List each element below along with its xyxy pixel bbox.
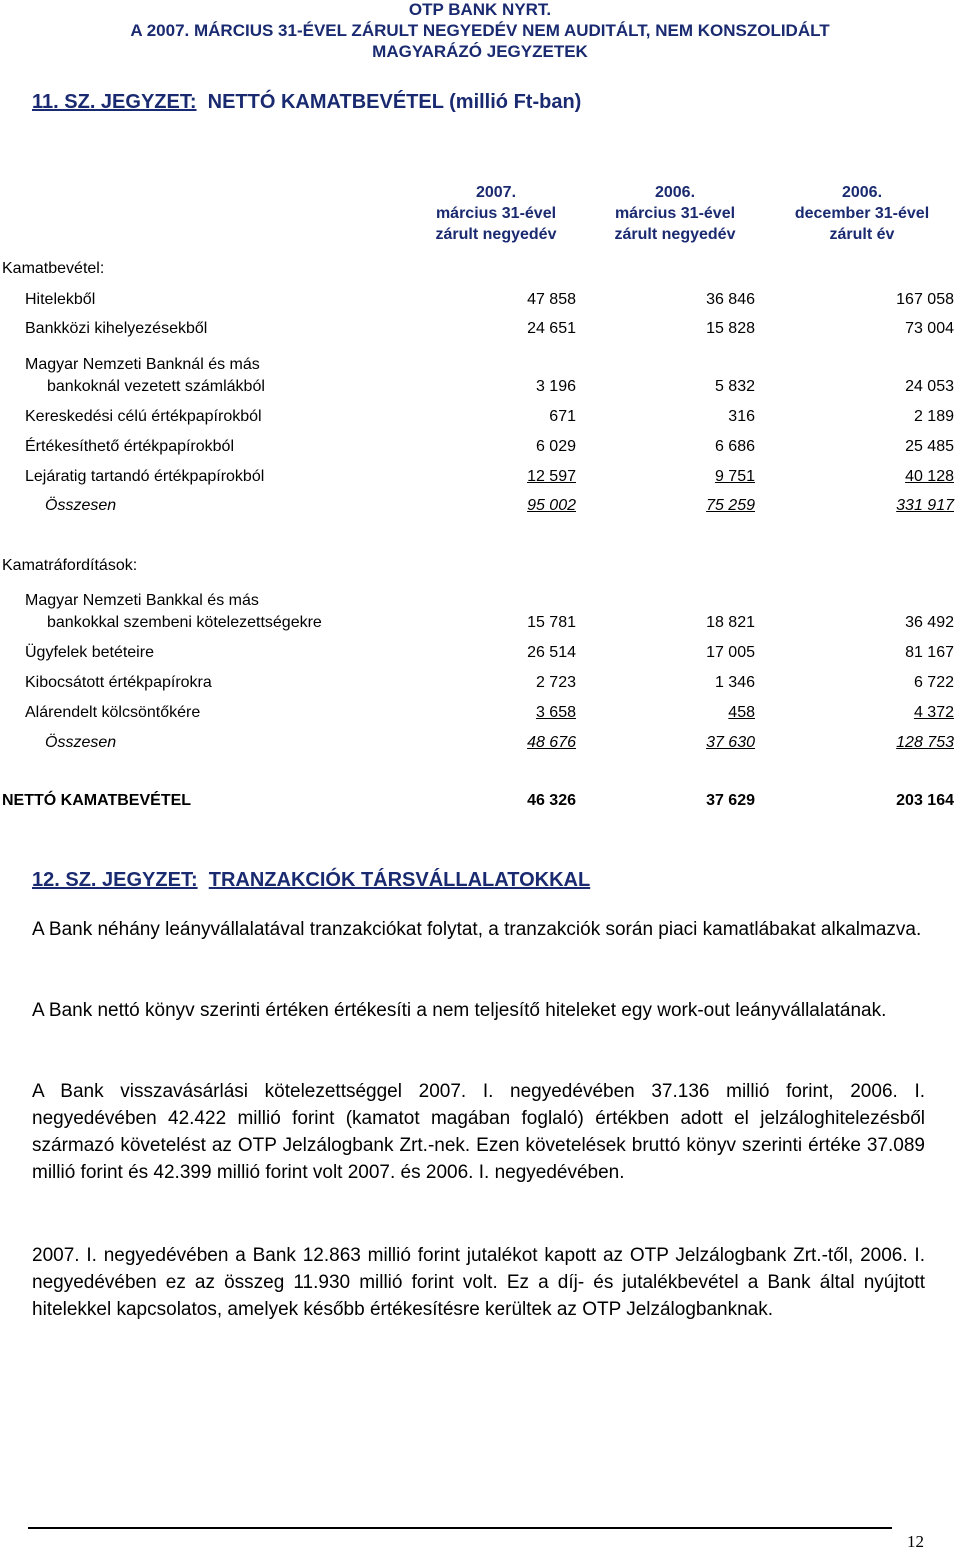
- income-total-value: 75 259: [706, 497, 755, 514]
- expense-row-value: 2 723: [535, 674, 576, 691]
- income-row-value: 24 053: [905, 378, 954, 395]
- income-row-value: 9 751: [714, 468, 755, 485]
- note12-paragraph: A Bank néhány leányvállalatával tranzakciókat folytat, a tranzakciók során piaci kamatlábakat alkalmazva.: [32, 919, 922, 940]
- column-header-year: 2007.: [475, 184, 517, 201]
- income-heading: Kamatbevétel:: [2, 260, 105, 277]
- expense-total-value: 48 676: [527, 734, 576, 751]
- note12-paragraph: A Bank visszavásárlási kötelezettséggel 2007. I. negyedévében 37.136 millió forint, 2006. I. negyedévében 42.422 millió forint (kamatot magában foglaló) értékben adott el jelzáloghitelezésből származó követelést az OTP Jelzálogbank Zrt.-nek. Ezen követelések bruttó könyv szerinti értéke 37.089 millió forint és 42.399 millió forint volt 2007. és 2006. I. negyedévében.: [32, 1081, 925, 1183]
- expense-row-value: 458: [728, 704, 755, 721]
- income-row-label: Bankközi kihelyezésekből: [25, 320, 208, 337]
- note12-paragraph: A Bank nettó könyv szerinti értéken értékesíti a nem teljesítő hiteleket egy work-out leányvállalatának.: [32, 1000, 887, 1021]
- income-row-label: Magyar Nemzeti Banknál és más: [25, 356, 260, 373]
- income-row-label-cont: bankoknál vezetett számlákból: [47, 378, 265, 395]
- income-row-value: 25 485: [905, 438, 954, 455]
- expense-row-value: 1 346: [714, 674, 755, 691]
- expense-row-value: 26 514: [527, 644, 576, 661]
- net-interest-value: 37 629: [706, 792, 755, 809]
- net-interest-label: NETTÓ KAMATBEVÉTEL: [2, 792, 192, 809]
- income-row-label: Hitelekből: [25, 291, 96, 308]
- column-header-period: zárult negyedév: [435, 226, 557, 243]
- note12-heading: [32, 868, 590, 892]
- note12-title: TRANZAKCIÓK TÁRSVÁLLALATOKKAL: [208, 869, 591, 891]
- expense-row-label-cont: bankokkal szembeni kötelezettségekre: [47, 614, 322, 631]
- column-header-date: március 31-ével: [614, 205, 736, 222]
- expense-row-value: 4 372: [913, 704, 954, 721]
- expense-heading: Kamatráfordítások:: [2, 557, 138, 574]
- expense-row-value: 6 722: [913, 674, 954, 691]
- column-header-2007-q1: [406, 182, 586, 245]
- note11-number: 11. SZ. JEGYZET:: [32, 91, 197, 113]
- net-interest-value: 203 164: [896, 792, 954, 809]
- expense-row-value: 36 492: [905, 614, 954, 631]
- expense-row-label: Magyar Nemzeti Bankkal és más: [25, 592, 259, 609]
- income-row-value: 47 858: [527, 291, 576, 308]
- income-row-value: 2 189: [913, 408, 954, 425]
- income-row-value: 3 196: [535, 378, 576, 395]
- page-number: 12: [907, 1532, 924, 1551]
- expense-row-label: Kibocsátott értékpapírokra: [25, 674, 212, 691]
- income-row-label: Lejáratig tartandó értékpapírokból: [25, 468, 265, 485]
- expense-row-value: 15 781: [527, 614, 576, 631]
- income-row-value: 24 651: [527, 320, 576, 337]
- income-row-value: 6 029: [535, 438, 576, 455]
- expense-row-label: Alárendelt kölcsöntőkére: [25, 704, 201, 721]
- expense-total-value: 37 630: [706, 734, 755, 751]
- footer-rule: [28, 1527, 892, 1529]
- income-row-value: 36 846: [706, 291, 755, 308]
- column-header-year: 2006.: [841, 184, 883, 201]
- income-total-label: Összesen: [45, 497, 117, 514]
- header-period: A 2007. MÁRCIUS 31-ÉVEL ZÁRULT NEGYEDÉV NEM AUDITÁLT, NEM KONSZOLIDÁLT: [130, 21, 830, 40]
- column-header-year: 2006.: [654, 184, 696, 201]
- income-row-value: 40 128: [905, 468, 954, 485]
- income-row-value: 15 828: [706, 320, 755, 337]
- income-row-value: 12 597: [527, 468, 576, 485]
- income-row-value: 316: [728, 408, 755, 425]
- column-header-date: március 31-ével: [435, 205, 557, 222]
- header-subtitle: MAGYARÁZÓ JEGYZETEK: [372, 42, 588, 61]
- expense-row-label: Ügyfelek betéteire: [25, 644, 154, 661]
- note12-number: 12. SZ. JEGYZET:: [32, 869, 198, 891]
- income-row-label: Kereskedési célú értékpapírokból: [25, 408, 262, 425]
- header-company: OTP BANK NYRT.: [408, 0, 552, 19]
- expense-total-value: 128 753: [896, 734, 954, 751]
- income-row-value: 6 686: [714, 438, 755, 455]
- income-row-label: Értékesíthető értékpapírokból: [25, 438, 235, 455]
- column-header-2006-q1: [585, 182, 765, 245]
- income-total-value: 95 002: [527, 497, 576, 514]
- column-header-2006-year: [772, 182, 952, 245]
- expense-row-value: 18 821: [706, 614, 755, 631]
- income-row-value: 167 058: [896, 291, 954, 308]
- column-header-period: zárult év: [829, 226, 895, 243]
- note12-paragraph: 2007. I. negyedévében a Bank 12.863 millió forint jutalékot kapott az OTP Jelzálogbank Zrt.-től, 2006. I. negyedévében ez az összeg 11.930 millió forint volt. Ez a díj- és jutalékbevétel a Bank által nyújtott hitelekkel kapcsolatos, amelyek később értékesítésre kerültek az OTP Jelzálogbanknak.: [32, 1245, 925, 1320]
- income-row-value: 5 832: [714, 378, 755, 395]
- note11-heading: [32, 90, 581, 114]
- column-header-period: zárult negyedév: [614, 226, 736, 243]
- column-header-date: december 31-ével: [794, 205, 930, 222]
- income-total-value: 331 917: [896, 497, 954, 514]
- net-interest-value: 46 326: [527, 792, 576, 809]
- expense-row-value: 3 658: [535, 704, 576, 721]
- income-row-value: 73 004: [905, 320, 954, 337]
- income-row-value: 671: [549, 408, 576, 425]
- expense-total-label: Összesen: [45, 734, 117, 751]
- expense-row-value: 17 005: [706, 644, 755, 661]
- note11-title: NETTÓ KAMATBEVÉTEL (millió Ft-ban): [207, 91, 582, 113]
- expense-row-value: 81 167: [905, 644, 954, 661]
